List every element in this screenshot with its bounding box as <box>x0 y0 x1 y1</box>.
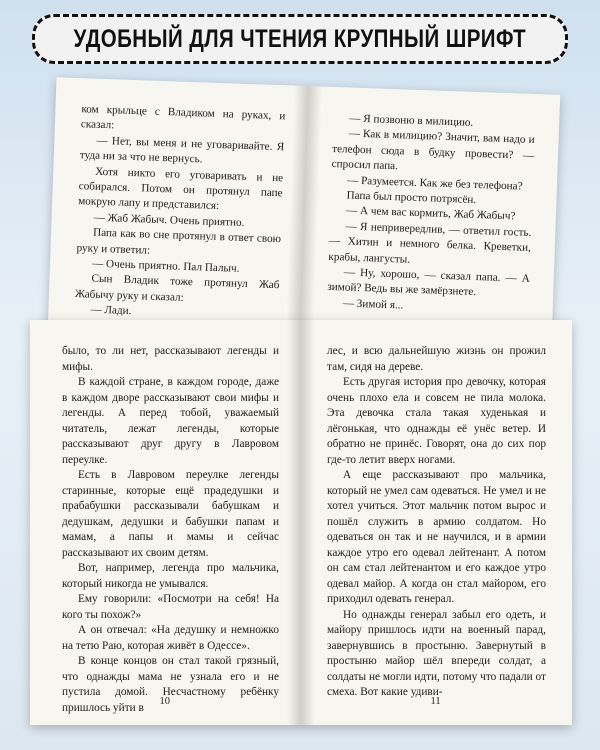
front-left-paragraph: было, то ли нет, рассказывают легенды и мифы. <box>62 345 279 373</box>
back-left-paragraph: Сын Владик тоже протянул Жаб Жабычу руку и сказал: <box>74 273 280 304</box>
back-book-spread <box>48 77 560 344</box>
front-left-paragraph: В конце концов он стал такой грязный, что однажды мама не узнала его и не пустила домой. Несчастному ребёнку пришлось уйти в <box>62 655 279 714</box>
left-page-number: 10 <box>159 695 170 707</box>
back-left-paragraph: — Жаб Жабыч. Очень приятно. <box>93 211 245 229</box>
back-left-paragraph: Хотя никто его уговаривать и не собирался. Потом он протянул папе мокрую лапу и представился: <box>77 165 284 213</box>
front-book-spread <box>30 320 572 725</box>
front-right-paragraph: А еще рассказывают про мальчика, который не умел сам одеваться. Не умел и не хотел учиться. Этот мальчик потом вырос и пошёл служить в армию солдатом. Но одеваться он так и не научился, и в армии каждое утро его одевал лейтенант. А потом он сам стал лейтенантом и его каждое утро одевал майор. А когда он стал майором, его приходил одевать генерал. <box>327 469 546 605</box>
back-right-paragraph: Папа был просто потрясён. <box>346 189 477 207</box>
right-page-number: 11 <box>430 695 441 707</box>
back-right-paragraph: — Я непривередлив, — ответил гость. — Хитин и немного белка. Креветки, крабы, лангусты. <box>328 220 532 266</box>
front-left-paragraph: В каждой стране, в каждом городе, даже в каждом дворе рассказывают свои мифы и легенды. А перед тобой, уважаемый читатель, лежат легенды, которые рассказывают друг другу в Лавровом переулке. <box>62 376 279 466</box>
front-left-page <box>30 320 301 725</box>
front-left-text <box>62 344 279 716</box>
back-right-paragraph: — Разумеется. Как же без телефона? <box>346 174 523 193</box>
front-left-paragraph: Есть в Лавровом переулке легенды старинные, которые ещё прадедушки и прабабушки рассказывали бабушкам и дедушкам, дедушки и бабушки папам и мамам, а папы и мамы и сейчас рассказывают их своим детям. <box>62 469 279 559</box>
back-left-paragraph: — Лади. <box>90 303 132 318</box>
back-left-paragraph: — Нет, вы меня и не уговаривайте. Я туда ни за что не вернусь. <box>79 134 285 166</box>
back-right-paragraph: — Как в милицию? Значит, вам надо и телефон сюда в будку провести? — спросил папа. <box>331 127 535 173</box>
front-right-paragraph: Есть другая история про девочку, которая очень плохо ела и совсем не пила молока. Эта девочка стала такая худенькая и лёгонькая, что однажды её унёс ветер. И обратно не принёс. Говорят, она до сих пор где-то летит вверх ногами. <box>327 376 546 466</box>
back-right-page <box>300 86 561 345</box>
front-right-page <box>301 320 572 725</box>
front-left-paragraph: Вот, например, легенда про мальчика, который никогда не умывался. <box>62 562 279 590</box>
front-right-paragraph: Но однажды генерал забыл его одеть, и майору пришлось идти на военный парад, завернувшись в простыню. Завернутый в простыню майор шёл впереди солдат, а солдаты не могли идти, потому что падали от смеха. Вот какие удиви- <box>327 608 546 698</box>
front-book-spine <box>287 320 315 725</box>
front-right-text <box>327 344 546 701</box>
front-right-paragraph: лес, и всю дальнейшую жизнь он прожил там, сидя на дереве. <box>327 345 546 373</box>
back-left-paragraph: Папа как во сне протянул в ответ свою руку и ответил: <box>76 226 282 257</box>
back-right-paragraph: — Ну, хорошо, — сказал папа. — А зимой? Ведь вы же замёрзнете. <box>327 266 530 299</box>
back-right-paragraph: — Зимой я... <box>342 297 404 312</box>
back-left-page <box>48 77 309 336</box>
back-left-paragraph: ком крыльце с Владиком на руках, и сказал: <box>80 103 286 132</box>
headline-banner <box>32 14 568 64</box>
back-right-paragraph: — Я позвоню в милицию. <box>349 112 474 129</box>
back-right-paragraph: — А чем вас кормить, Жаб Жабыч? <box>345 204 516 223</box>
front-left-paragraph: Ему говорили: «Посмотри на себя! На кого ты похож?» <box>62 593 279 621</box>
front-left-paragraph: А он отвечал: «На дедушку и немножко на тетю Раю, которая живёт в Одессе». <box>62 624 279 652</box>
back-left-paragraph: — Очень приятно. Пал Палыч. <box>91 257 240 275</box>
headline-text: УДОБНЫЙ ДЛЯ ЧТЕНИЯ КРУПНЫЙ ШРИФТ <box>73 24 527 53</box>
